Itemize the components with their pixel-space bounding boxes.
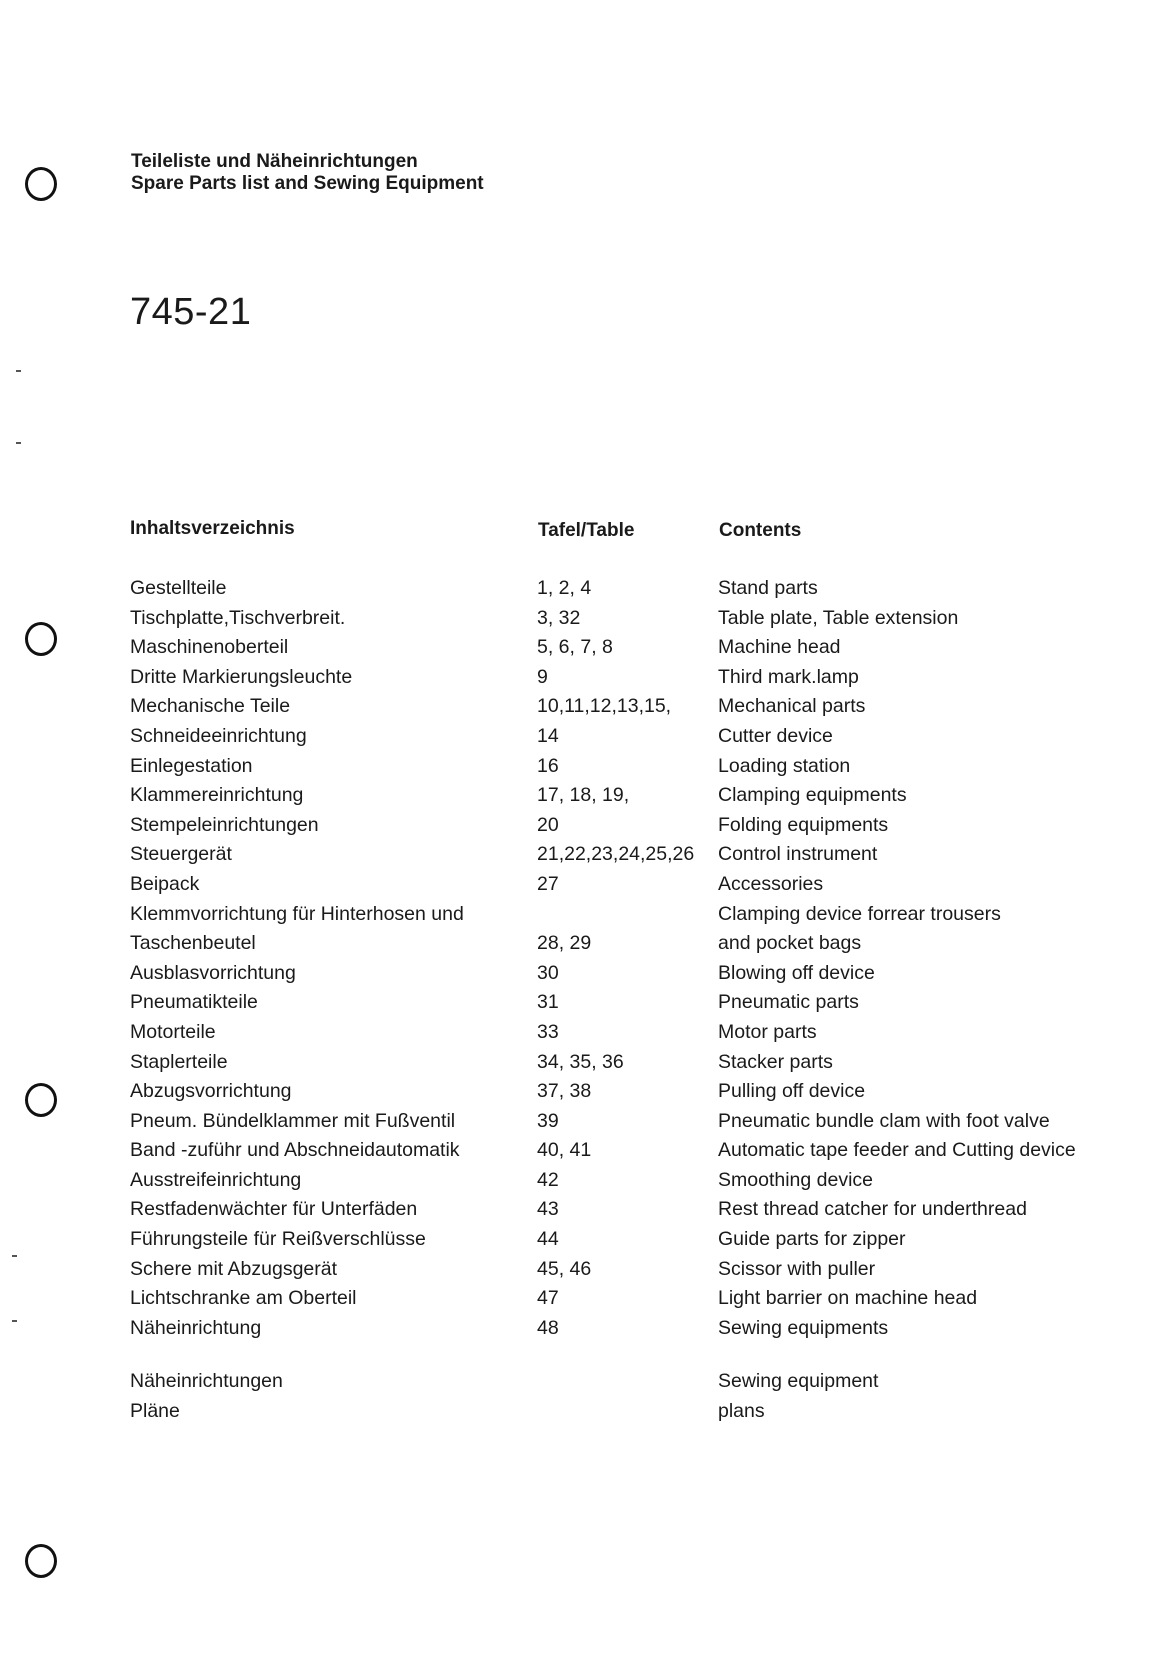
- row-table-number: 1, 2, 4: [537, 577, 592, 599]
- table-row: [0, 784, 1166, 814]
- table-row: [0, 1198, 1166, 1228]
- row-german-label: Ausstreifeinrichtung: [130, 1168, 302, 1191]
- row-german-label: Stempeleinrichtungen: [130, 813, 319, 836]
- row-english-label: Light barrier on machine head: [718, 1287, 978, 1310]
- row-english-label: Automatic tape feeder and Cutting device: [718, 1139, 1076, 1162]
- row-english-label: Smoothing device: [718, 1168, 874, 1191]
- row-german-label: Mechanische Teile: [130, 695, 291, 718]
- row-english-label: Scissor with puller: [718, 1257, 876, 1280]
- row-table-number: 14: [537, 724, 559, 747]
- row-german-label: Staplerteile: [130, 1050, 228, 1073]
- table-row: [0, 1317, 1166, 1347]
- row-table-number: 17, 18, 19,: [537, 784, 630, 807]
- row-table-number: 48: [537, 1316, 559, 1339]
- extra-row: [0, 1400, 1166, 1430]
- row-table-number: 37, 38: [537, 1080, 592, 1103]
- row-table-number: 44: [537, 1228, 559, 1251]
- table-row: [0, 1110, 1166, 1140]
- table-row: [0, 725, 1166, 755]
- row-german-label: Pneum. Bündelklammer mit Fußventil: [130, 1109, 456, 1132]
- table-row: [0, 991, 1166, 1021]
- table-row: [0, 1258, 1166, 1288]
- row-german-label: Maschinenoberteil: [130, 636, 289, 659]
- punch-hole-1: [25, 167, 57, 201]
- table-row: [0, 636, 1166, 666]
- row-german-label: Einlegestation: [130, 754, 253, 777]
- row-table-number: 43: [537, 1198, 559, 1221]
- table-row: [0, 1051, 1166, 1081]
- row-english-label: Mechanical parts: [718, 695, 866, 718]
- row-table-number: 45, 46: [537, 1257, 592, 1280]
- row-german-label: Restfadenwächter für Unterfäden: [130, 1198, 418, 1221]
- table-row: [0, 962, 1166, 992]
- row-english-label: Pneumatic bundle clam with foot valve: [718, 1109, 1050, 1132]
- column-header-english: Contents: [719, 520, 802, 541]
- row-table-number: 20: [537, 813, 559, 836]
- row-english-label: Stand parts: [718, 577, 818, 599]
- row-table-number: 42: [537, 1168, 559, 1191]
- row-german-label: Schere mit Abzugsgerät: [130, 1257, 338, 1280]
- table-row: [0, 1021, 1166, 1051]
- column-header-table: Tafel/Table: [538, 520, 635, 541]
- row-german-label: Lichtschranke am Oberteil: [130, 1287, 357, 1310]
- row-table-number: 39: [537, 1109, 559, 1132]
- document-header: [131, 151, 484, 195]
- row-german-label: Motorteile: [130, 1020, 216, 1043]
- row-german-label: Band -zuführ und Abschneidautomatik: [130, 1139, 460, 1162]
- table-row: [0, 666, 1166, 696]
- extra-german-label: Pläne: [130, 1400, 180, 1423]
- model-number: 745-21: [130, 291, 252, 333]
- row-english-label: Stacker parts: [718, 1050, 833, 1073]
- table-row: [0, 903, 1166, 933]
- row-english-label: Guide parts for zipper: [718, 1228, 906, 1251]
- title-english: Spare Parts list and Sewing Equipment: [131, 173, 484, 194]
- row-german-label: Tischplatte,Tischverbreit.: [130, 606, 346, 629]
- table-row: [0, 1169, 1166, 1199]
- row-german-label: Taschenbeutel: [130, 932, 256, 955]
- scan-mark: [16, 370, 21, 372]
- row-english-label: Accessories: [718, 872, 824, 895]
- row-english-label: Pulling off device: [718, 1080, 866, 1103]
- row-table-number: 10,11,12,13,15,: [537, 695, 672, 718]
- row-german-label: Pneumatikteile: [130, 991, 258, 1014]
- column-header-german: Inhaltsverzeichnis: [130, 518, 295, 539]
- row-german-label: Gestellteile: [130, 577, 227, 599]
- row-german-label: Beipack: [130, 872, 200, 895]
- row-table-number: 27: [537, 872, 559, 895]
- row-english-label: Rest thread catcher for underthread: [718, 1198, 1027, 1221]
- table-row: [0, 1228, 1166, 1258]
- table-row: [0, 932, 1166, 962]
- table-row: [0, 1139, 1166, 1169]
- table-row: [0, 873, 1166, 903]
- row-english-label: Blowing off device: [718, 961, 875, 984]
- row-english-label: and pocket bags: [718, 932, 862, 955]
- row-table-number: 30: [537, 961, 559, 984]
- row-table-number: 31: [537, 991, 559, 1014]
- row-english-label: Folding equipments: [718, 813, 889, 836]
- row-english-label: Sewing equipments: [718, 1316, 889, 1339]
- row-german-label: Ausblasvorrichtung: [130, 961, 296, 984]
- row-english-label: Clamping equipments: [718, 784, 907, 807]
- row-english-label: Table plate, Table extension: [718, 606, 959, 629]
- table-row: [0, 843, 1166, 873]
- title-german: Teileliste und Näheinrichtungen: [131, 151, 418, 172]
- table-row: [0, 814, 1166, 844]
- row-table-number: 34, 35, 36: [537, 1050, 624, 1073]
- row-table-number: 21,22,23,24,25,26: [537, 843, 695, 866]
- row-table-number: 33: [537, 1020, 559, 1043]
- row-english-label: Motor parts: [718, 1020, 817, 1043]
- table-row: [0, 577, 1166, 607]
- table-row: [0, 695, 1166, 725]
- row-table-number: 28, 29: [537, 932, 592, 955]
- row-table-number: 9: [537, 665, 548, 688]
- punch-hole-4: [25, 1544, 57, 1578]
- section-gap: [0, 1346, 1166, 1370]
- scan-mark: [16, 442, 21, 444]
- row-english-label: Loading station: [718, 754, 851, 777]
- table-row: [0, 1080, 1166, 1110]
- table-row: [0, 1287, 1166, 1317]
- row-table-number: 3, 32: [537, 606, 581, 629]
- row-english-label: Control instrument: [718, 843, 878, 866]
- row-english-label: Third mark.lamp: [718, 665, 859, 688]
- row-german-label: Abzugsvorrichtung: [130, 1080, 292, 1103]
- contents-table: [0, 577, 1166, 1430]
- row-german-label: Klemmvorrichtung für Hinterhosen und: [130, 902, 464, 925]
- row-table-number: 5, 6, 7, 8: [537, 636, 613, 659]
- row-english-label: Cutter device: [718, 724, 833, 747]
- extra-german-label: Näheinrichtungen: [130, 1370, 283, 1393]
- row-german-label: Steuergerät: [130, 843, 232, 866]
- extra-row: [0, 1370, 1166, 1400]
- row-german-label: Näheinrichtung: [130, 1316, 262, 1339]
- row-table-number: 47: [537, 1287, 559, 1310]
- extra-english-label: Sewing equipment: [718, 1370, 879, 1393]
- row-english-label: Machine head: [718, 636, 841, 659]
- row-table-number: 16: [537, 754, 559, 777]
- row-german-label: Klammereinrichtung: [130, 784, 304, 807]
- table-row: [0, 607, 1166, 637]
- row-german-label: Schneideeinrichtung: [130, 724, 307, 747]
- extra-english-label: plans: [718, 1400, 765, 1423]
- row-german-label: Dritte Markierungsleuchte: [130, 665, 353, 688]
- row-english-label: Pneumatic parts: [718, 991, 859, 1014]
- row-table-number: 40, 41: [537, 1139, 592, 1162]
- table-row: [0, 755, 1166, 785]
- row-english-label: Clamping device forrear trousers: [718, 902, 1001, 925]
- row-german-label: Führungsteile für Reißverschlüsse: [130, 1228, 426, 1251]
